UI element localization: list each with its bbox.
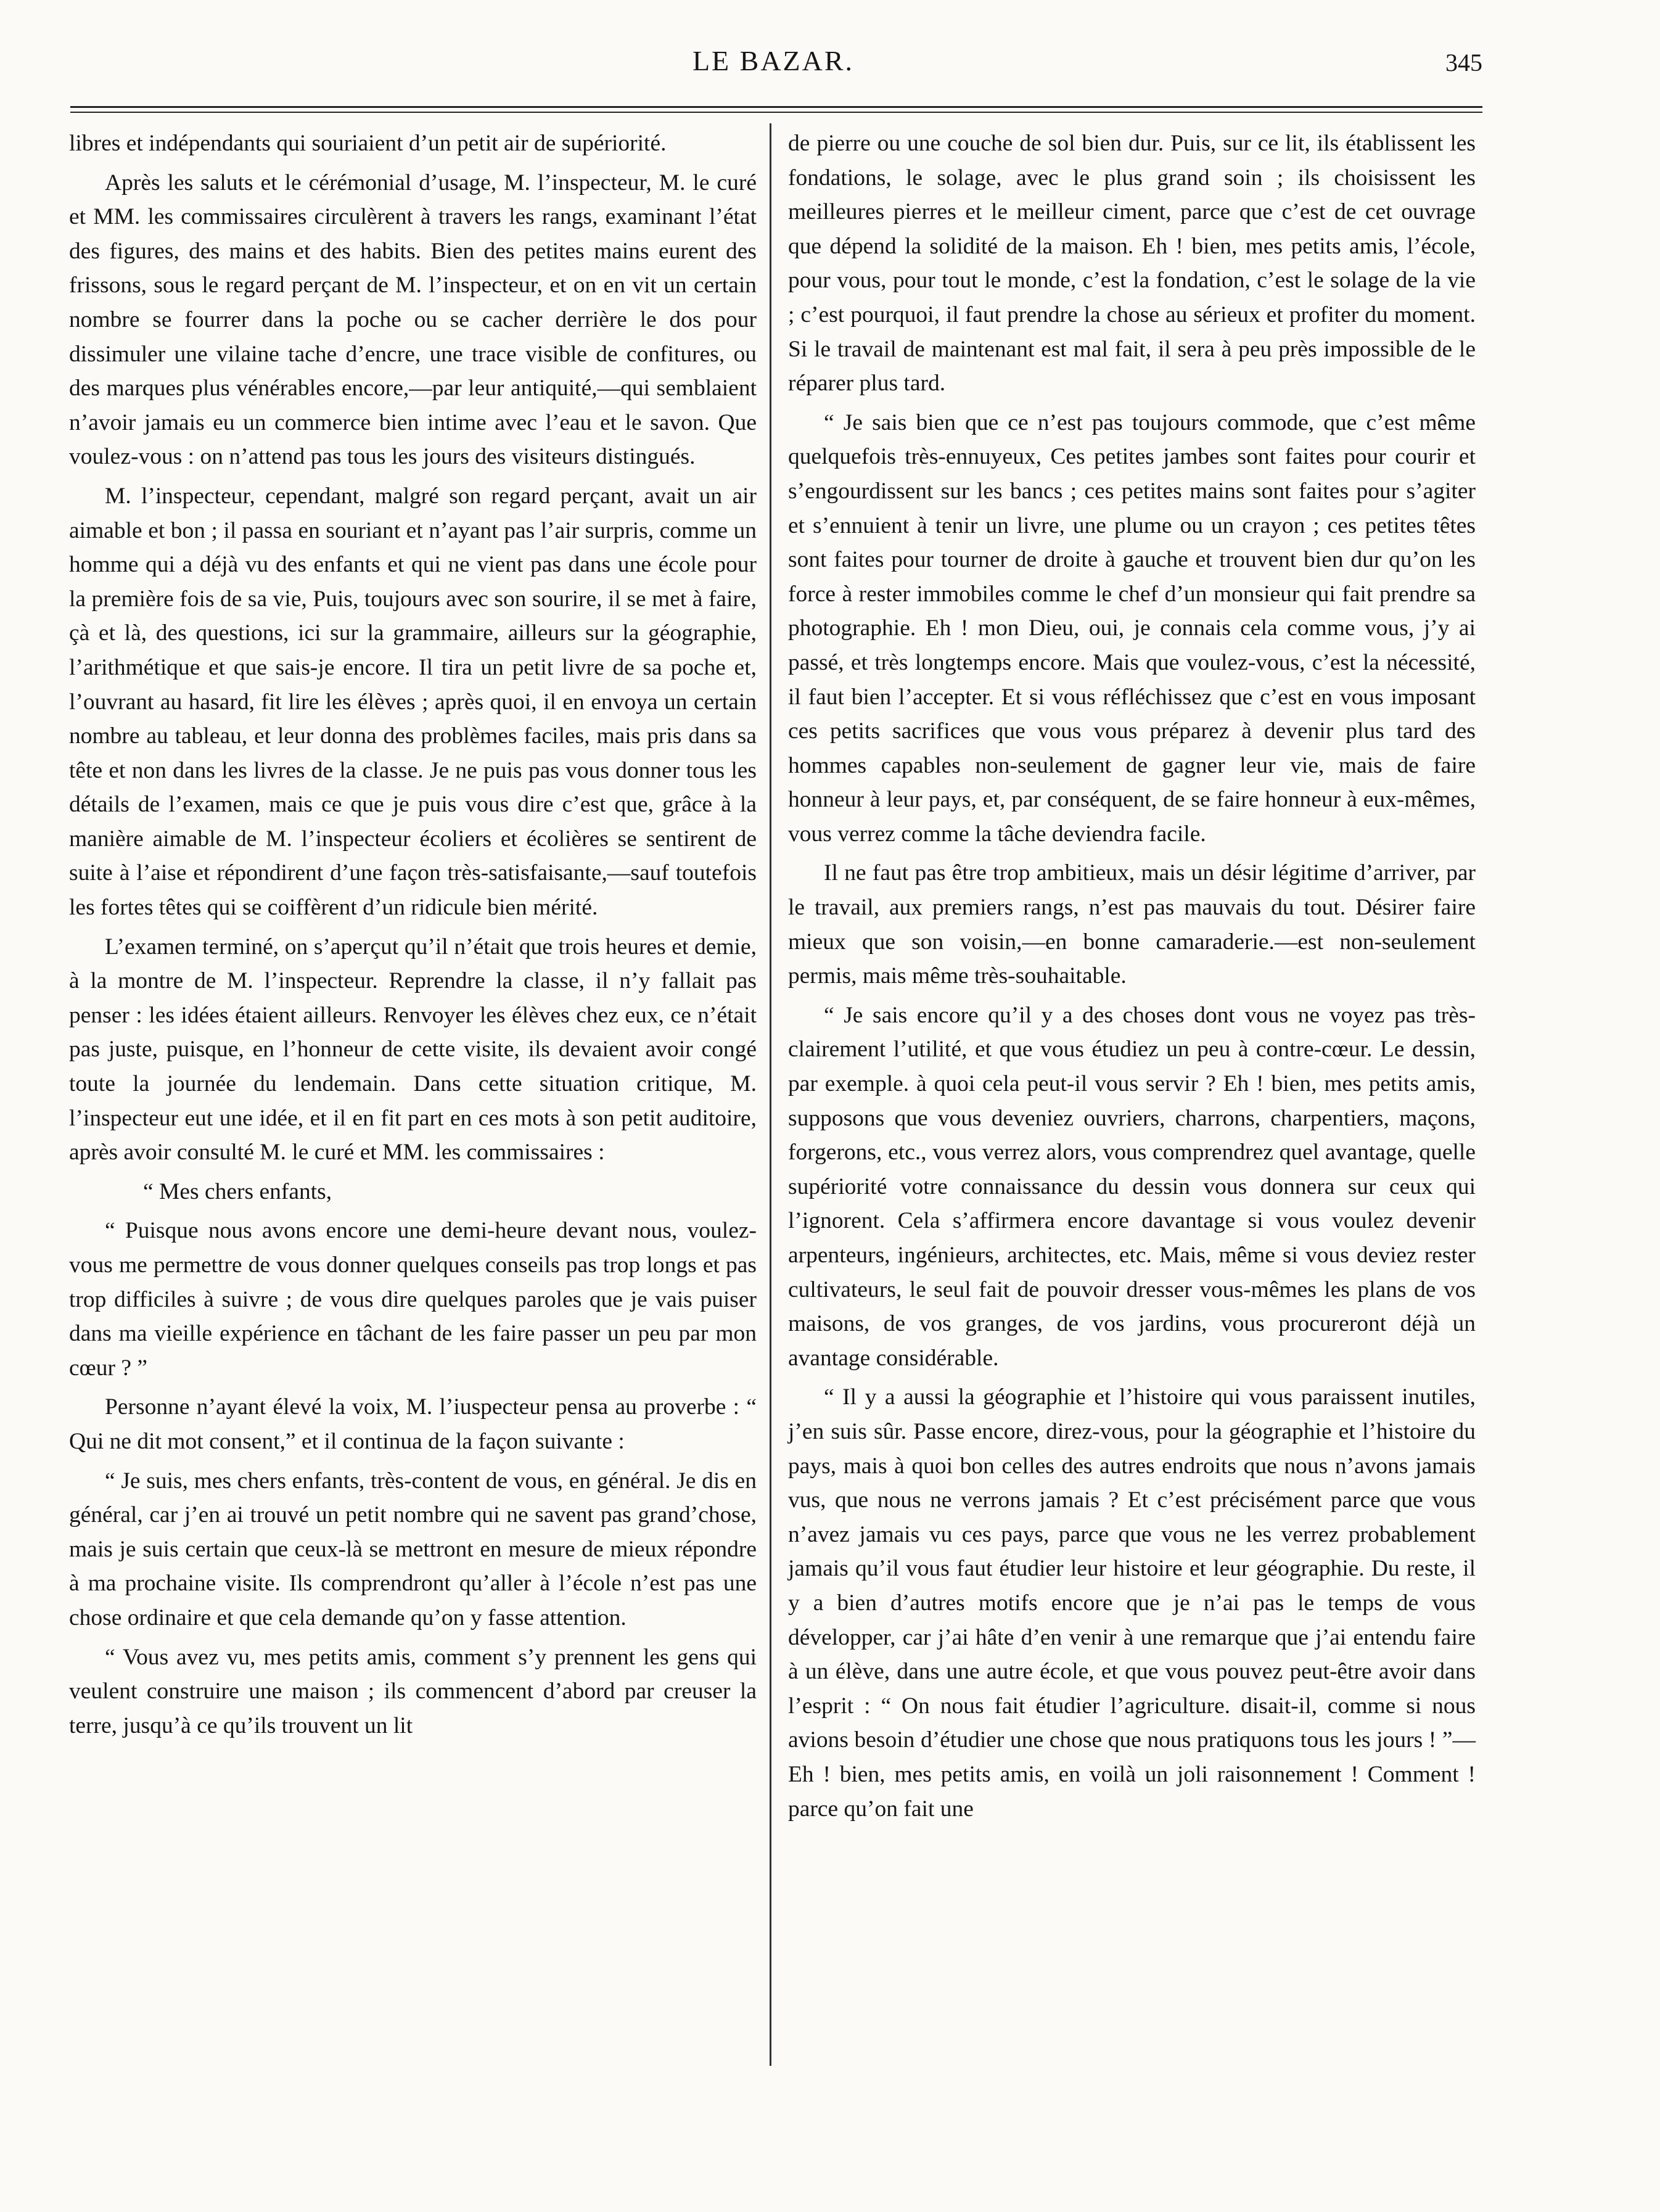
left-column xyxy=(69,126,757,1743)
header-rule-top xyxy=(70,106,1482,108)
header-rule-bottom xyxy=(70,112,1482,113)
paragraph: M. l’inspecteur, cependant, malgré son regard perçant, avait un air aimable et bon ; il passa en souriant et n’ayant pas l’air surpris, comme un homme qui a déjà vu des enfants et qui ne vient pas dans une école pour la première fois de sa vie, Puis, toujours avec son sourire, il se met à faire, çà et là, des questions, ici sur la grammaire, ailleurs sur la géographie, l’arithmétique et que sais-je encore. Il tira un petit livre de sa poche et, l’ouvrant au hasard, fit lire les élèves ; après quoi, il en envoya un certain nombre au tableau, et leur donna des problèmes faciles, mais pris dans sa tête et non dans les livres de la classe. Je ne puis pas vous donner tous les détails de l’examen, mais ce que je puis vous dire c’est que, grâce à la manière aimable de M. l’inspecteur écoliers et écolières se sentirent de suite à l’aise et répondirent d’une façon très-satisfaisante,—sauf toutefois les fortes têtes qui se coiffèrent d’un ridicule bien mérité. xyxy=(69,483,757,921)
paragraph: “ Puisque nous avons encore une demi-heure devant nous, voulez-vous me permettre de vous donner quelques conseils pas trop longs et pas trop difficiles à suivre ; de vous dire quelques paroles que je vais puiser dans ma vieille expérience en tâchant de les faire passer un peu par mon cœur ? ” xyxy=(69,1218,757,1381)
right-column xyxy=(788,126,1476,1826)
paragraph: “ Je suis, mes chers enfants, très-content de vous, en général. Je dis en général, car j’en ai trouvé un petit nombre qui ne savent pas grand’chose, mais je suis certain que ceux-là se mettront en mesure de mieux répondre à ma prochaine visite. Ils comprendront qu’aller à l’école n’est pas une chose ordinaire et que cela demande qu’on y fasse attention. xyxy=(69,1468,757,1630)
page-number: 345 xyxy=(1445,49,1482,76)
paragraph: Personne n’ayant élevé la voix, M. l’iuspecteur pensa au proverbe : “ Qui ne dit mot consent,” et il continua de la façon suivante : xyxy=(69,1394,757,1454)
paragraph: de pierre ou une couche de sol bien dur. Puis, sur ce lit, ils établissent les fondations, le solage, avec le plus grand soin ; ils choisissent les meilleures pierres et le meilleur ciment, parce que c’est de cet ouvrage que dépend la solidité de la maison. Eh ! bien, mes petits amis, l’école, pour vous, pour tout le monde, c’est la fondation, c’est le solage de la vie ; c’est pourquoi, il faut prendre la chose au sérieux et profiter du moment. Si le travail de maintenant est mal fait, il sera à peu près impossible de le réparer plus tard. xyxy=(788,131,1476,397)
paragraph: Après les saluts et le cérémonial d’usage, M. l’inspecteur, M. le curé et MM. les commissaires circulèrent à travers les rangs, examinant l’état des figures, des mains et des habits. Bien des petites mains eurent des frissons, sous le regard perçant de M. l’inspecteur, et on en vit un certain nombre se fourrer dans la poche ou se cacher derrière le dos pour dissimuler une vilaine tache d’encre, une trace visible de confitures, ou des marques plus vénérables encore,—par leur antiquité,—qui semblaient n’avoir jamais eu un commerce bien intime avec l’eau et le savon. Que voulez-vous : on n’attend pas tous les jours des visiteurs distingués. xyxy=(69,170,757,470)
paragraph: “ Il y a aussi la géographie et l’histoire qui vous paraissent inutiles, j’en suis sûr. Passe encore, direz-vous, pour la géographie et l’histoire du pays, mais à quoi bon celles des autres endroits que nous n’avons jamais vus, que nous ne verrons jamais ? Et c’est précisément parce que vous n’avez jamais vu ces pays, parce que vous ne les verrez probablement jamais qu’il vous faut étudier leur histoire et leur géographie. Du reste, il y a bien d’autres motifs encore que je n’ai pas le temps de vous développer, car j’ai hâte d’en venir à une remarque que j’ai entendu faire à un élève, dans une autre école, et que vous pouvez peut-être avoir dans l’esprit : “ On nous fait étudier l’agriculture. disait-il, comme si nous avions besoin d’étudier une chose que nous pratiquons tous les jours ! ”—Eh ! bien, mes petits amis, en voilà un joli raisonnement ! Comment ! parce qu’on fait une xyxy=(788,1384,1476,1822)
paragraph: “ Je sais encore qu’il y a des choses dont vous ne voyez pas très-clairement l’utilité, et que vous étudiez un peu à contre-cœur. Le dessin, par exemple. à quoi cela peut-il vous servir ? Eh ! bien, mes petits amis, supposons que vous deveniez ouvriers, charrons, charpentiers, maçons, forgerons, etc., vous verrez alors, vous comprendrez quel avantage, quelle supériorité votre connaissance du dessin vous donnera sur ceux qui l’ignorent. Cela s’affirmera encore davantage si vous voulez devenir arpenteurs, ingénieurs, architectes, etc. Mais, même si vous deviez rester cultivateurs, le seul fait de pouvoir dresser vous-mêmes les plans de vos maisons, de vos granges, de vos jardins, vous procureront déjà un avantage considérable. xyxy=(788,1002,1476,1371)
column-divider xyxy=(770,123,771,2066)
paragraph: L’examen terminé, on s’aperçut qu’il n’était que trois heures et demie, à la montre de M. l’inspecteur. Reprendre la classe, il n’y fallait pas penser : les idées étaient ailleurs. Renvoyer les élèves chez eux, ce n’était pas juste, puisque, en l’honneur de cette visite, ils devaient avoir congé toute la journée du lendemain. Dans cette situation critique, M. l’inspecteur eut une idée, et il en fit part en ces mots à son petit auditoire, après avoir consulté M. le curé et MM. les commissaires : xyxy=(69,934,757,1166)
paragraph: Il ne faut pas être trop ambitieux, mais un désir légitime d’arriver, par le travail, aux premiers rangs, n’est pas mauvais du tout. Désirer faire mieux que son voisin,—en bonne camaraderie.—est non-seulement permis, mais même très-souhaitable. xyxy=(788,860,1476,989)
running-head xyxy=(64,44,1482,94)
journal-title: LE BAZAR. xyxy=(692,45,855,76)
paragraph: “ Mes chers enfants, xyxy=(143,1178,332,1204)
paragraph: “ Vous avez vu, mes petits amis, comment s’y prennent les gens qui veulent construire une maison ; ils commencent d’abord par creuser la terre, jusqu’à ce qu’ils trouvent un lit xyxy=(69,1644,757,1738)
paragraph: “ Je sais bien que ce n’est pas toujours commode, que c’est même quelquefois très-ennuyeux, Ces petites jambes sont faites pour courir et s’engourdissent sur les bancs ; ces petites mains sont faites pour s’agiter et s’ennuient à tenir un livre, une plume ou un crayon ; ces petites têtes sont faites pour tourner de droite à gauche et trouvent bien dur qu’on les force à rester immobiles comme le chef d’un monsieur qui fait prendre sa photographie. Eh ! mon Dieu, oui, je connais cela comme vous, j’y ai passé, et très longtemps encore. Mais que voulez-vous, c’est la nécessité, il faut bien l’accepter. Et si vous réfléchissez que c’est en vous imposant ces petits sacrifices que vous vous préparez à devenir plus tard des hommes capables non-seulement de gagner leur vie, mais de faire honneur à leur pays, et, par conséquent, de se faire honneur à eux-mêmes, vous verrez comme la tâche deviendra facile. xyxy=(788,409,1476,847)
paragraph: libres et indépendants qui souriaient d’un petit air de supériorité. xyxy=(69,131,667,156)
